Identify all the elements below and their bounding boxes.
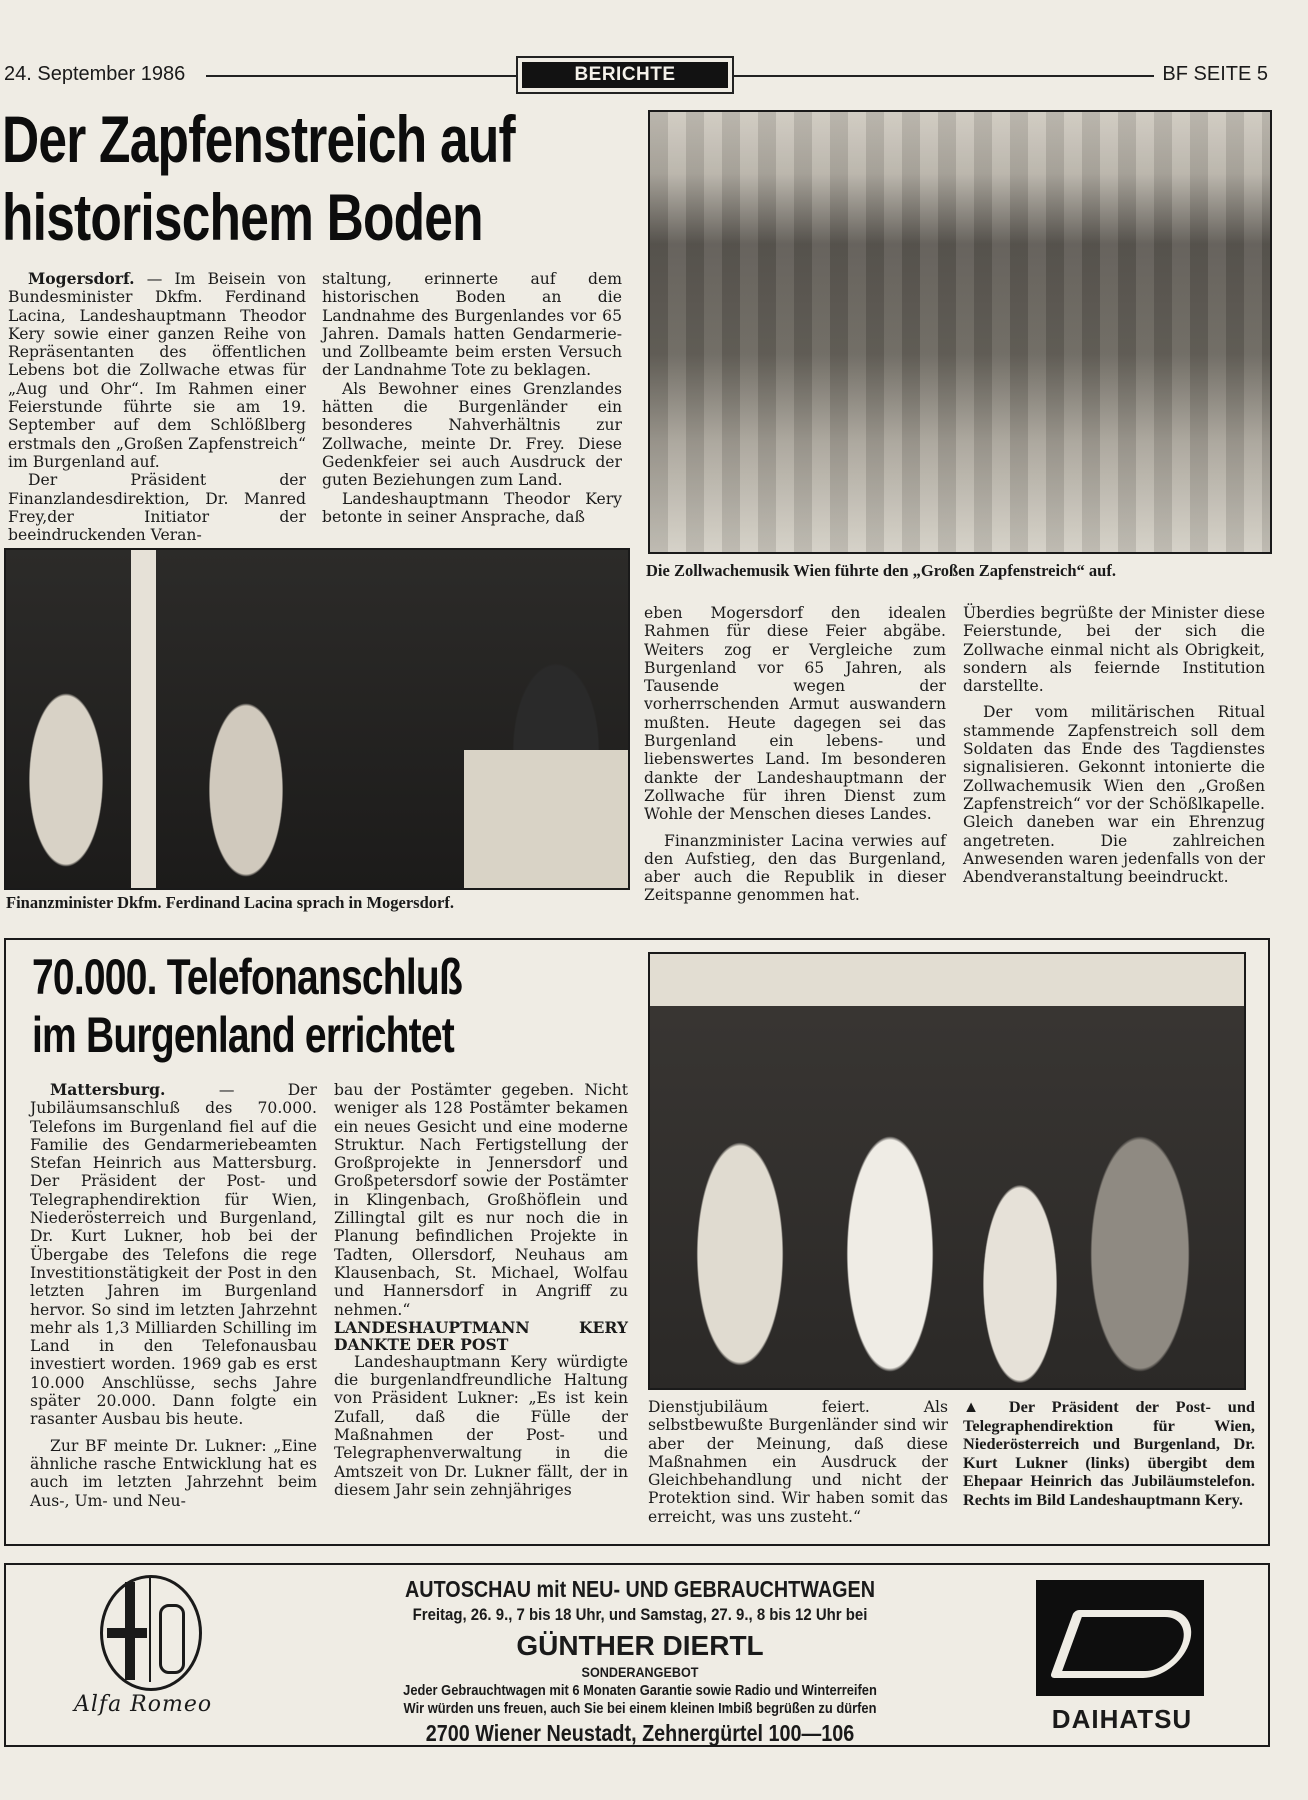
podium: [464, 750, 628, 890]
daihatsu-d-shape: [1050, 1610, 1202, 1678]
article2-paragraph: — Der Jubiläumsanschluß des 70.000. Telefons im Burgenland fiel auf die Familie des Gendarmeriebeamten Stefan Heinrich aus Mattersburg. Der Präsident der Post- und Telegraphendirektion für Wien, Niederösterreich und Burgenland, Dr. Kurt Lukner, hob bei der Übergabe des Telefons die rege Investitionstätigkeit der Post in den letzten Jahren im Burgenland hervor. So sind im letzten Jahrzehnt mehr als 1,3 Milliarden Schilling im Land in den Telefonausbau investiert worden. 1969 gab es erst 10.000 Anschlüsse, sechs Jahre später 20.000. Dann folgte ein rasanter Ausbau bis heute.: [30, 1081, 317, 1429]
article2-paragraph: Zur BF meinte Dr. Lukner: „Eine ähnliche rasche Entwicklung hat es auch im letzten Jahrzehnt beim Aus-, Um- und Neu-: [30, 1436, 317, 1510]
photo-jubilaeumstelefon: [648, 952, 1246, 1390]
article2-subheading: LANDESHAUPTMANN KERY DANKTE DER POST: [334, 1317, 628, 1354]
article2-paragraph: Landeshauptmann Kery würdigte die burgenlandfreundliche Haltung von Präsident Lukner: „Es ist kein Zufall, daß die Fülle der Maßnahmen der Post- und Telegraphenverwaltung in die Amtszeit von Dr. Lukner fällt, der in diesem Jahr sein zehnjähriges: [334, 1352, 628, 1499]
article1-column-3: [644, 604, 946, 905]
article1-paragraph: staltung, erinnerte auf dem historischen Boden an die Landnahme des Burgenlandes vor 65 Jahren. Damals hatten Gendarmerie- und Zollbeamte beim ersten Versuch der Landnahme Tote zu beklagen.: [322, 270, 622, 380]
article1-paragraph: Als Bewohner eines Grenzlandes hätten die Burgenländer ein besonderes Nahverhältnis zur Zollwache, meinte Dr. Frey. Diese Gedenkfeier sei auch Ausdruck der guten Beziehungen zum Land.: [322, 379, 622, 490]
article1-paragraph: Der vom militärischen Ritual stammende Zapfenstreich soll dem Soldaten das Ende des Tagdienstes signalisieren. Gekonnt intonierte die Zollwachemusik Wien den „Großen Zapfenstreich“ vor der Schößlkapelle. Gleich daneben war ein Ehrenzug angetreten. Die zahlreichen Anwesenden waren jedenfalls von der Abendveranstaltung beeindruckt.: [963, 703, 1265, 887]
article2-column-2: [334, 1081, 628, 1499]
badge-divider: [149, 1578, 151, 1682]
header-rule-left: [206, 75, 516, 77]
article2-paragraph: bau der Postämter gegeben. Nicht weniger als 128 Postämter bekamen ein neues Gesicht und eine moderne Struktur. Nach Fertigstellung der Großprojekte in Jennersdorf und Großpetersdorf sowie der Postämter in Klingenbach, Großhöflein und Zillingtal gilt es nur noch die in Planung befindlichen Projekte in Tadten, Ollersdorf, Neuhaus am Klausenbach, St. Michael, Wolfau und Hannersdorf in Angriff zu nehmen.“: [334, 1081, 628, 1319]
badge-serpent: [159, 1604, 185, 1674]
ad-dates: Freitag, 26. 9., 7 bis 18 Uhr, und Samstag, 27. 9., 8 bis 12 Uhr bei: [412, 1605, 868, 1624]
daihatsu-logo-icon: [1036, 1580, 1204, 1696]
article1-paragraph: Landeshauptmann Theodor Kery betonte in seiner Ansprache, daß: [322, 489, 622, 526]
article2-dateline: Mattersburg.: [50, 1080, 166, 1099]
photo-lacina-speech: [4, 548, 630, 890]
badge-cross-horizontal: [107, 1628, 147, 1638]
article1-column-4: [963, 604, 1265, 886]
photo-caption-telefon: [963, 1398, 1255, 1509]
article1-paragraph: Der Präsident der Finanzlandesdirektion, Dr. Manred Frey,der Initiator der beeindruckenden Veran-: [8, 471, 306, 545]
photo-caption-speech: Finanzminister Dkfm. Ferdinand Lacina sprach in Mogersdorf.: [6, 893, 454, 912]
article1-headline: [2, 100, 515, 256]
ad-headline: AUTOSCHAU mit NEU- UND GEBRAUCHTWAGEN: [405, 1576, 875, 1602]
section-label: BERICHTE: [522, 62, 728, 88]
issue-date: 24. September 1986: [4, 63, 186, 85]
ad-offer-line1: Jeder Gebrauchtwagen mit 6 Monaten Garantie sowie Radio und Winterreifen: [403, 1682, 877, 1699]
photo-caption-band: Die Zollwachemusik Wien führte den „Großen Zapfenstreich“ auf.: [646, 561, 1116, 580]
daihatsu-logo-text: DAIHATSU: [1051, 1704, 1193, 1734]
header-rule-right: [734, 75, 1154, 77]
alfa-romeo-logo-text: Alfa Romeo: [74, 1692, 213, 1717]
article1-paragraph: — Im Beisein von Bundesminister Dkfm. Ferdinand Lacina, Landeshauptmann Theodor Kery sowie einer ganzen Reihe von Repräsentanten des öffentlichen Lebens bot die Zollwache etwas für „Aug und Ohr“. Im Rahmen einer Feierstunde führte sie am 19. September auf dem Schlößlberg erstmals den „Großen Zapfenstreich“ im Burgenland auf.: [8, 270, 306, 471]
article2-column-1: [30, 1081, 317, 1510]
section-label-box: [516, 56, 734, 94]
page-number: BF SEITE 5: [1162, 63, 1268, 85]
article1-headline-line2: historischem Boden: [2, 180, 483, 254]
article1-column-2: [322, 270, 622, 526]
ad-dealer-name: GÜNTHER DIERTL: [516, 1630, 764, 1661]
photo-zollwachemusik-band: [648, 110, 1272, 554]
article1-headline-line1: Der Zapfenstreich auf: [2, 102, 515, 176]
ad-address: 2700 Wiener Neustadt, Zehnergürtel 100—106: [425, 1720, 855, 1746]
article2-headline: [32, 948, 462, 1064]
article2-headline-line2: im Burgenland errichtet: [32, 1007, 454, 1063]
article1-paragraph: Finanzminister Lacina verwies auf den Aufstieg, den das Burgenland, aber auch die Republik in dieser Zeitspanne genommen hat.: [644, 831, 946, 905]
article2-column-3: [648, 1398, 948, 1526]
photo-caption-telefon-text: Der Präsident der Post- und Telegraphendirektion für Wien, Niederösterreich und Burgenland, Dr. Kurt Lukner (links) übergibt dem Ehepaar Heinrich das Jubiläumstelefon. Rechts im Bild Landeshauptmann Kery.: [963, 1397, 1255, 1509]
article1-column-1: [8, 270, 306, 544]
alfa-romeo-badge-icon: [100, 1575, 202, 1691]
triangle-up-icon: ▲: [963, 1397, 992, 1416]
article1-paragraph: Überdies begrüßte der Minister diese Feierstunde, bei der sich die Zollwache einmal nicht als Obrigkeit, sondern als feiernde Institution darstellte.: [963, 604, 1265, 696]
article1-dateline: Mogersdorf.: [28, 269, 135, 288]
article2-paragraph: Dienstjubiläum feiert. Als selbstbewußte Burgenländer sind wir aber der Meinung, daß diese Maßnahmen ein Ausdruck der Gleichbehandlung und nicht der Protektion sind. Wir haben somit das erreicht, was uns zusteht.“: [648, 1398, 948, 1526]
ad-offer-line2: Wir würden uns freuen, auch Sie bei einem kleinen Imbiß begrüßen zu dürfen: [403, 1700, 877, 1717]
article1-paragraph: eben Mogersdorf den idealen Rahmen für diese Feier abgäbe. Weiters zog er Vergleiche zum Burgenland vor 65 Jahren, als Tausende wegen der vorherrschenden Armut auswandern mußten. Heute dagegen sei das Burgenland ein lebens- und liebenswertes Land. Im besonderen dankte der Landeshauptmann der Zollwache für ihren Dienst zum Wohle der Menschen dieses Landes.: [644, 604, 946, 824]
article2-headline-line1: 70.000. Telefonanschluß: [32, 949, 462, 1005]
ad-offer-title: SONDERANGEBOT: [581, 1664, 699, 1680]
